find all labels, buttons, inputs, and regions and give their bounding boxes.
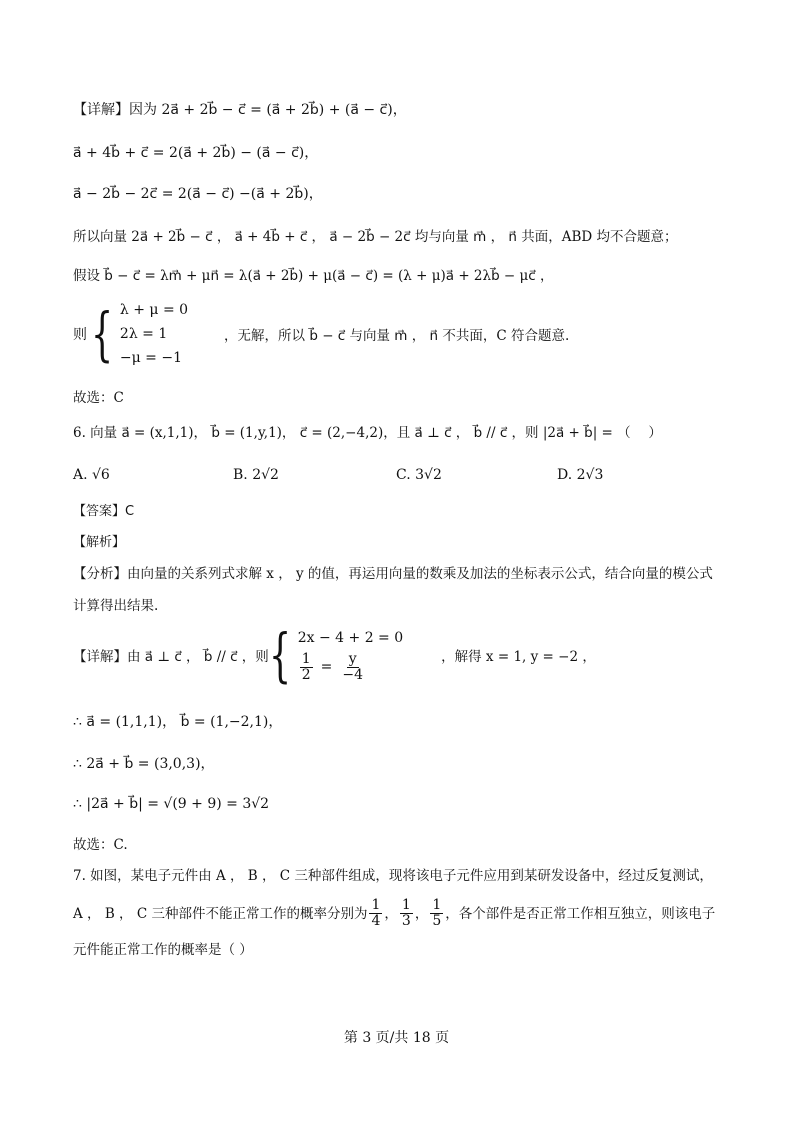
system-eq-1: λ + μ = 0 <box>119 302 189 318</box>
detail-line-5: 假设 b⃗ − c⃗ = λm⃗ + μn⃗ = λ(a⃗ + 2b⃗) + μ(a⃗ − c⃗) = (λ + μ)a⃗ + 2λb⃗ − μc⃗ ， <box>73 268 554 284</box>
question-7-line-2: A ， B ， C 三种部件不能正常工作的概率分别为 $\frac{1}{4}$ ， $\frac{1}{3}$ ， $\frac{1}{5}$ ，各个部件是否正常工作相互独立，则该电子 <box>73 897 716 929</box>
option-d: D. 2√3 <box>557 467 604 483</box>
question-6: 6. 向量 a⃗ = (x,1,1)， b⃗ = (1,y,1)， c⃗ = (2,−4,2)，且 a⃗ ⊥ c⃗ ， b⃗ // c⃗ ，则 |2a⃗ + b⃗| = （ ） <box>73 425 662 441</box>
detail-prefix: 【详解】由 a⃗ ⊥ c⃗ ， b⃗ // c⃗ ，则 <box>73 649 269 665</box>
detail-line-1: 【详解】因为 2a⃗ + 2b⃗ − c⃗ = (a⃗ + 2b⃗) + (a⃗ − c⃗)， <box>73 102 407 118</box>
select-line-2: 故选：C. <box>73 837 128 853</box>
detail-line-3: a⃗ − 2b⃗ − 2c⃗ = 2(a⃗ − c⃗) −(a⃗ + 2b⃗)， <box>73 186 323 202</box>
detail-solution: ，解得 x = 1, y = −2 ， <box>441 649 596 665</box>
page-footer: 第 3 页/共 18 页 <box>343 1030 450 1046</box>
analysis-label: 【解析】 <box>73 535 126 550</box>
detail-line-2: a⃗ + 4b⃗ + c⃗ = 2(a⃗ + 2b⃗) − (a⃗ − c⃗)， <box>73 145 319 161</box>
system-equations <box>120 298 188 370</box>
result-line-3: ∴ |2a⃗ + b⃗| = √(9 + 9) = 3√2 <box>73 796 270 812</box>
left-brace: { <box>91 300 114 368</box>
fraction-quarter: $\frac{1}{4}$ <box>371 897 381 929</box>
option-a: A. √6 <box>73 467 110 483</box>
option-b: B. 2√2 <box>233 467 279 483</box>
equation-system-2 <box>73 621 596 689</box>
fraction-half: $\frac{1}{2}$ <box>301 650 311 683</box>
equation-system-1 <box>73 298 569 370</box>
question-7-line-1: 7. 如图，某电子元件由 A ， B ， C 三种部件组成，现将该电子元件应用到某研发设备中，经过反复测试， <box>73 868 713 884</box>
result-line-1: ∴ a⃗ = (1,1,1)， b⃗ = (1,−2,1)， <box>73 714 283 730</box>
system2-eq-1: 2x − 4 + 2 = 0 <box>297 630 404 646</box>
option-c: C. 3√2 <box>396 467 442 483</box>
answer-line: 【答案】C <box>73 504 135 519</box>
select-line-1: 故选：C <box>73 390 124 406</box>
system2-eq-2: $\frac{1}{2}$ = $\frac{y}{-4}$ <box>301 650 364 683</box>
question-7-line-3: 元件能正常工作的概率是（ ） <box>73 942 253 958</box>
fraction-y-over-neg4: $\frac{y}{-4}$ <box>342 650 364 683</box>
result-line-2: ∴ 2a⃗ + b⃗ = (3,0,3)， <box>73 756 215 772</box>
detail-line-4: 所以向量 2a⃗ + 2b⃗ − c⃗ ， a⃗ + 4b⃗ + c⃗ ， a⃗ − 2b⃗ − 2c⃗ 均与向量 m⃗ ， n⃗ 共面，ABD 均不合题意； <box>73 229 678 245</box>
fraction-third: $\frac{1}{3}$ <box>401 897 411 929</box>
left-brace-2: { <box>268 621 291 689</box>
system2-equations <box>298 626 403 684</box>
then-label: 则 <box>73 327 87 343</box>
system-eq-3: −μ = −1 <box>119 350 183 366</box>
system-eq-2: 2λ = 1 <box>119 326 168 342</box>
fraction-fifth: $\frac{1}{5}$ <box>432 897 442 929</box>
analysis-line-2: 计算得出结果. <box>73 598 159 614</box>
analysis-line-1: 【分析】由向量的关系列式求解 x ， y 的值，再运用向量的数乘及加法的坐标表示公式，结合向量的模公式 <box>73 566 713 582</box>
system-conclusion: ，无解，所以 b⃗ − c⃗ 与向量 m⃗ ， n⃗ 不共面，C 符合题意. <box>224 328 570 344</box>
